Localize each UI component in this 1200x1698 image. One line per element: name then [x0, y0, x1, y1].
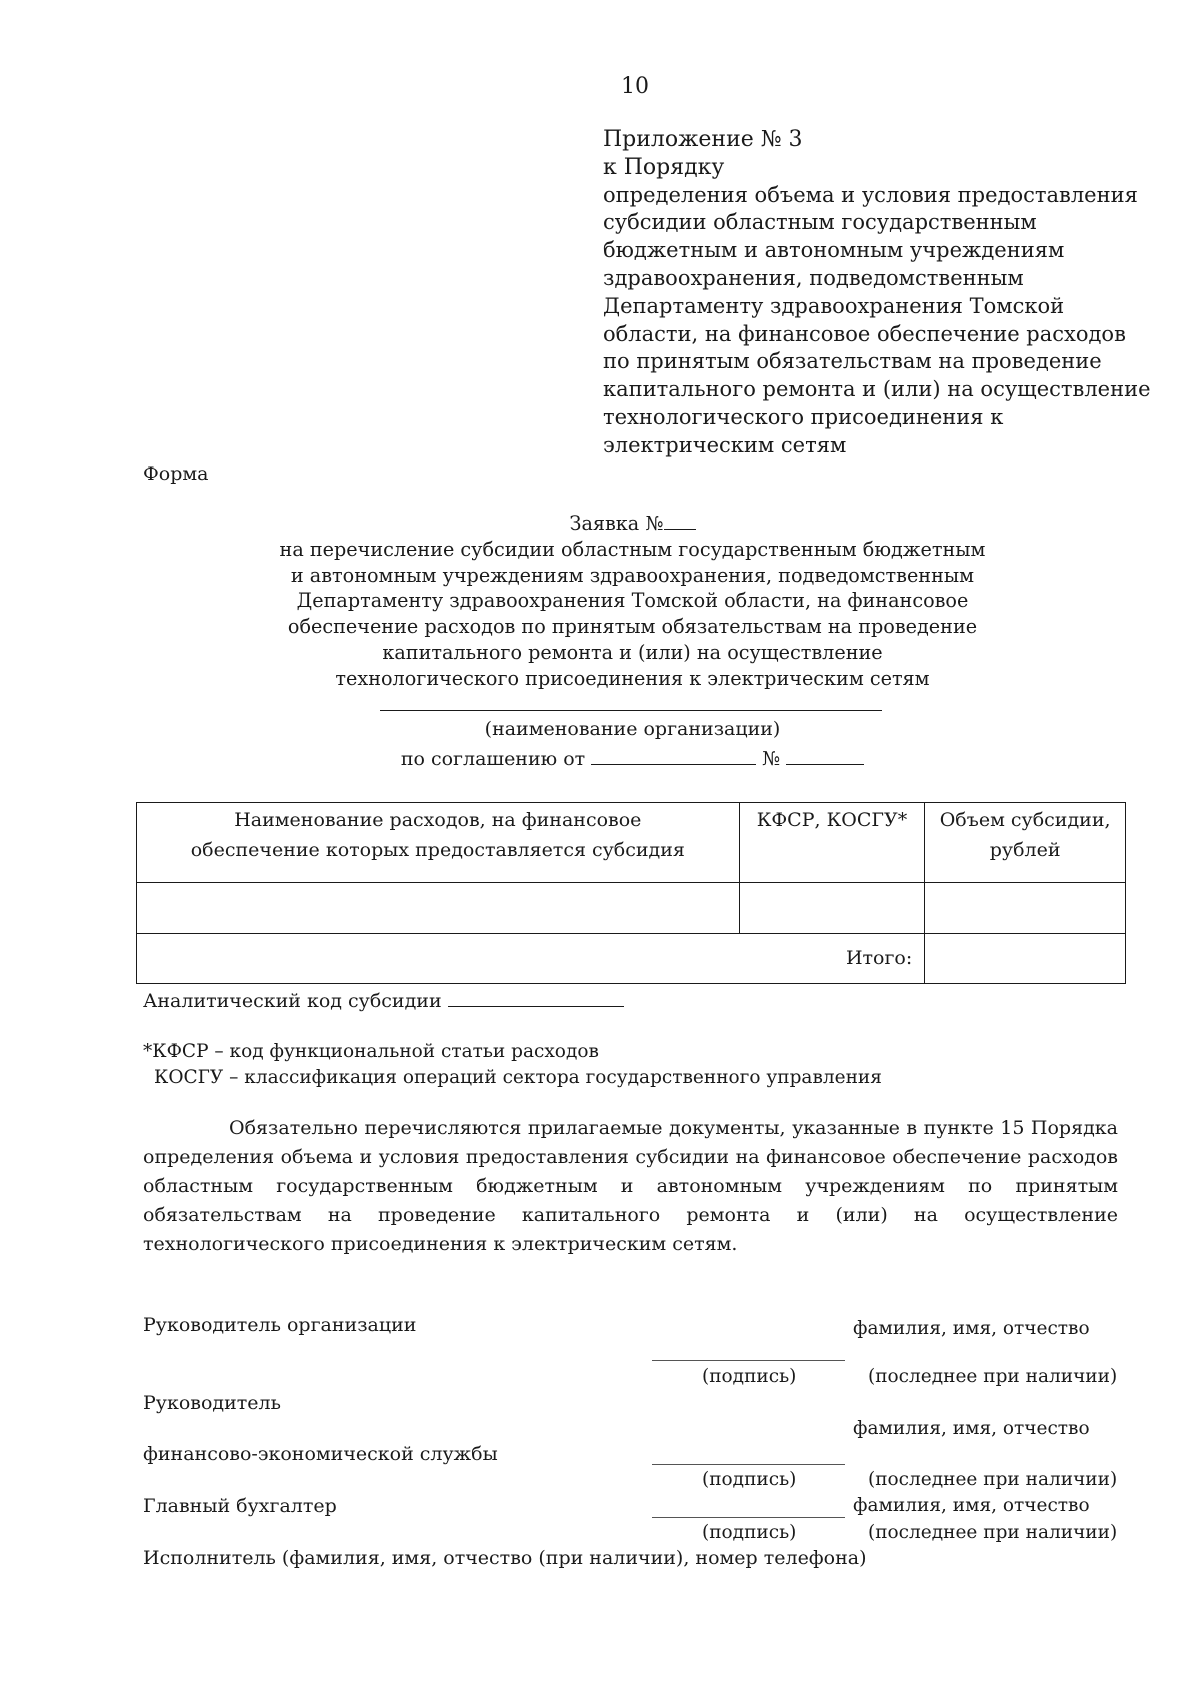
appendix-block — [603, 126, 1151, 460]
title-line: технологического присоединения к электрическим сетям — [335, 666, 930, 690]
signature-accountant-label: Главный бухгалтер — [143, 1495, 337, 1517]
appendix-line: области, на финансовое обеспечение расходов — [603, 321, 1126, 346]
appendix-line: субсидии областным государственным — [603, 210, 1037, 235]
request-heading — [0, 511, 1200, 537]
cell-expense-name[interactable] — [137, 883, 740, 934]
title-line: Департаменту здравоохранения Томской области, на финансовое — [296, 589, 969, 613]
agreement-prefix: по соглашению от — [400, 748, 586, 770]
signature-head-fio-note: (последнее при наличии) — [868, 1366, 1118, 1387]
title-line: и автономным учреждениям здравоохранения, подведомственным — [290, 563, 975, 587]
appendix-line: электрическим сетям — [603, 432, 847, 457]
title-line: на перечисление субсидии областным государственным бюджетным — [279, 537, 986, 561]
expenses-table — [136, 802, 1126, 984]
footnote-kfsr: *КФСР – код функциональной статьи расходов — [143, 1041, 599, 1062]
appendix-line: к Порядку — [603, 154, 725, 180]
header-amount-text: Объем субсидии, рублей — [939, 809, 1111, 861]
signature-finance-label-2: финансово-экономической службы — [143, 1443, 498, 1465]
signature-finance-fio-note: (последнее при наличии) — [868, 1469, 1118, 1490]
organization-name-line — [380, 710, 882, 711]
title-line: обеспечение расходов по принятым обязательствам на проведение — [287, 615, 978, 639]
appendix-line: Приложение № 3 — [603, 127, 803, 152]
header-codes — [739, 803, 925, 883]
table-row — [137, 883, 1126, 934]
executor-line: Исполнитель (фамилия, имя, отчество (при наличии), номер телефона) — [143, 1547, 867, 1569]
footnote-kosgu: КОСГУ – классификация операций сектора государственного управления — [154, 1067, 882, 1088]
appendix-line: по принятым обязательствам на проведение — [603, 349, 1102, 374]
documents-paragraph: Обязательно перечисляются прилагаемые документы, указанные в пункте 15 Порядка определения объема и условия предоставления субсидии на финансовое обеспечение расходов областным государственным бюджетным и автономным учреждениям по принятым обязательствам на проведение капитального ремонта и (или) на осуществление технологического присоединения к электрическим сетям. — [143, 1117, 1118, 1255]
appendix-line: определения объема и условия предоставления — [603, 182, 1138, 207]
request-title — [0, 511, 1200, 692]
form-label: Форма — [143, 463, 209, 485]
signature-head-line — [652, 1360, 845, 1361]
page-number: 10 — [621, 74, 649, 99]
agreement-number-sign: № — [762, 748, 781, 770]
cell-total-amount[interactable] — [925, 934, 1126, 984]
signature-head-label: Руководитель организации — [143, 1314, 417, 1336]
appendix-line: технологического присоединения к — [603, 404, 1004, 429]
signature-accountant-fio: фамилия, имя, отчество — [853, 1495, 1090, 1516]
header-amount — [925, 803, 1126, 883]
request-heading-text: Заявка № — [569, 512, 664, 535]
signature-accountant-line — [652, 1517, 845, 1518]
analytic-code — [143, 988, 624, 1012]
header-codes-text: КФСР, КОСГУ* — [756, 809, 908, 831]
signature-accountant-caption: (подпись) — [702, 1522, 797, 1543]
appendix-line: здравоохранения, подведомственным — [603, 265, 1024, 290]
signature-head-fio: фамилия, имя, отчество — [853, 1318, 1090, 1339]
table-total-row — [137, 934, 1126, 984]
cell-amount[interactable] — [925, 883, 1126, 934]
analytic-code-label: Аналитический код субсидии — [143, 990, 442, 1012]
title-line: капитального ремонта и (или) на осуществление — [382, 640, 883, 664]
signature-finance-label-1: Руководитель — [143, 1392, 281, 1414]
signature-finance-fio: фамилия, имя, отчество — [853, 1418, 1090, 1439]
agreement-date-blank — [591, 746, 756, 765]
signature-head-caption: (подпись) — [702, 1366, 797, 1387]
appendix-line: Департаменту здравоохранения Томской — [603, 293, 1065, 318]
appendix-line: бюджетным и автономным учреждениям — [603, 238, 1065, 263]
agreement-line — [0, 746, 1200, 770]
header-expense-name-text: Наименование расходов, на финансовое обеспечение которых предоставляется субсидия — [190, 809, 685, 861]
signature-accountant-fio-note: (последнее при наличии) — [868, 1522, 1118, 1543]
total-label: Итого: — [137, 934, 925, 984]
analytic-code-blank — [448, 988, 624, 1007]
appendix-line: капитального ремонта и (или) на осуществление — [603, 377, 1151, 402]
signature-finance-line — [652, 1464, 845, 1465]
organization-caption: (наименование организации) — [484, 718, 781, 740]
header-expense-name — [137, 803, 740, 883]
agreement-number-blank — [786, 746, 864, 765]
signature-finance-caption: (подпись) — [702, 1469, 797, 1490]
table-header-row — [137, 803, 1126, 883]
request-number-blank — [664, 511, 696, 530]
cell-codes[interactable] — [739, 883, 925, 934]
